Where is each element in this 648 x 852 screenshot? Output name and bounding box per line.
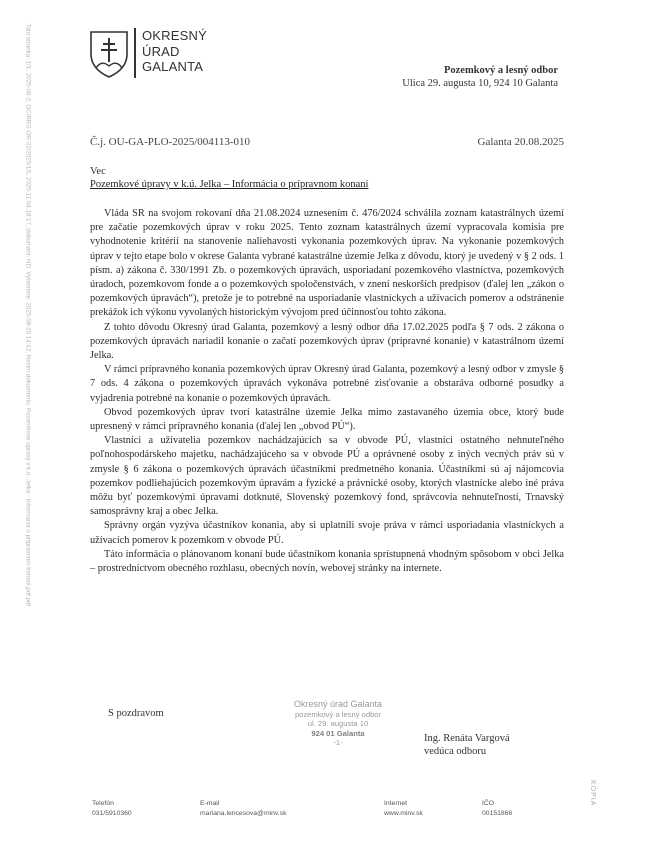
closing-greeting: S pozdravom bbox=[108, 708, 164, 719]
letter-subject: Pozemkové úpravy v k.ú. Jelka – Informácia o prípravnom konaní bbox=[90, 179, 369, 190]
footer-email bbox=[200, 799, 286, 819]
paragraph: Obvod pozemkových úprav tvorí katastrálne územie Jelka mimo zastavaného územia obce, ktorý bude upresnený v rámci prípravného konania (ďalej len „obvod PÚ“). bbox=[90, 406, 564, 433]
footer-phone-value: 031/5910360 bbox=[92, 810, 132, 817]
footer-web-value: www.minv.sk bbox=[384, 810, 423, 817]
stamp-line: -1- bbox=[333, 738, 343, 747]
logo-divider bbox=[134, 28, 136, 78]
office-line-1: OKRESNÝ bbox=[142, 28, 207, 43]
footer-ico-value: 00151866 bbox=[482, 810, 513, 817]
stamp-line: Okresný úrad Galanta bbox=[293, 699, 383, 709]
footer-web-label: Internet bbox=[384, 800, 408, 807]
paragraph: Vlastníci a užívatelia pozemkov nachádzajúcich sa v obvode PÚ, vlastníci ostatného nehnuteľného poľnohospodárskeho majetku, nachádzajúceho sa v obvode PÚ a oprávnené osoby z iných vecných práv sú v zmysle § 6 zákona o pozemkových úpravách účastníkmi predmetného konania. Účastníkmi sú aj nájomcovia pozemkov podliehajúcich pozemkovým úpravám a fyzické a právnické osoby, ktorých vlastnícke alebo iné práva môžu byť pozemkovými úpravami dotknuté, Slovenský pozemkový fond, správcovia nehnuteľností, Trnavský samosprávny kraj a obec Jelka. bbox=[90, 435, 564, 518]
footer-phone-label: Telefón bbox=[92, 800, 114, 807]
department-name: Pozemkový a lesný odbor bbox=[443, 65, 558, 76]
vec-label: Vec bbox=[90, 166, 106, 177]
office-stamp bbox=[280, 700, 396, 748]
paragraph: V rámci prípravného konania pozemkových úprav Okresný úrad Galanta, pozemkový a lesný odbor v zmysle § 7 ods. 4 zákona o pozemkových úpravách vykonáva potrebné zisťovanie a obstaráva odborné posudky a vyjadrenia potrebné na konanie o pozemkových úpravách. bbox=[90, 364, 564, 404]
letter-date: Galanta 20.08.2025 bbox=[477, 136, 564, 148]
stamp-line: pozemkový a lesný odbor bbox=[294, 709, 382, 719]
paragraph: Z tohto dôvodu Okresný úrad Galanta, pozemkový a lesný odbor dňa 17.02.2025 podľa § 7 ods. 2 zákona o pozemkových úpravách nariadil konanie o začatí pozemkových úprav (prípravné konanie) v katastrálnom území Jelka. bbox=[90, 321, 564, 362]
department-address: Ulica 29. augusta 10, 924 10 Galanta bbox=[402, 78, 558, 89]
copy-mark: KÓPIA bbox=[589, 780, 596, 807]
letter-body bbox=[90, 207, 564, 576]
footer-web bbox=[384, 799, 423, 819]
footer-ico bbox=[482, 799, 512, 819]
department-block bbox=[402, 64, 558, 90]
office-line-2: ÚRAD bbox=[142, 43, 180, 59]
stamp-line: ul. 29. augusta 10 bbox=[307, 719, 369, 728]
paragraph: Táto informácia o plánovanom konaní bude účastníkom konania sprístupnená vhodným spôsobom v obci Jelka – prostredníctvom obecného rozhlasu, obecných novín, webovej stránky na internete. bbox=[90, 548, 564, 575]
office-logo-text bbox=[142, 28, 207, 75]
office-line-3: GALANTA bbox=[142, 59, 204, 74]
reference-number: Č.j. OU-GA-PLO-2025/004113-010 bbox=[90, 136, 250, 148]
footer-email-value: mariana.lencesova@minv.sk bbox=[200, 810, 287, 817]
footer-email-label: E-mail bbox=[200, 800, 220, 807]
stamp-line: 924 01 Galanta bbox=[311, 728, 365, 738]
footer-ico-label: IČO bbox=[482, 800, 495, 807]
coat-of-arms-logo bbox=[88, 30, 130, 78]
signature-block bbox=[424, 732, 510, 758]
footer-phone bbox=[92, 799, 132, 819]
signatory-role: vedúca odboru bbox=[424, 746, 487, 757]
paragraph: Vláda SR na svojom rokovaní dňa 21.08.2024 uznesením č. 476/2024 schválila zoznam katastrálnych území pre začatie pozemkových úprav v roku 2025. Tento zoznam katastrálnych území vypracovala komisia pre vyhodnotenie kritérií na stanovenie naliehavosti vykonania pozemkových úprav. Na vykonanie pozemkových úprav v tejto etape bolo v okrese Galanta vybrané katastrálne územie Jelka z dôvodu, ktorý je uvedený v § 2 ods. 1 písm. a) zákona č. 330/1991 Zb. o pozemkových úpravách, usporiadaní pozemkového vlastníctva, pozemkových úradoch, pozemkovom fonde a o pozemkových spoločenstvách, v znení neskorších predpisov (ďalej len „zákon o pozemkových úpravách“), pretože je to potrebné na usporiadanie vlastníckych a užívacích pomerov a odstránenie prekážok ich výkonu vyvolaných historickým vývojom pred účinnosťou tohto zákona. bbox=[90, 208, 564, 319]
side-margin-note: Tato stranka: 1/1, 2025-08-2, OC/RRS-OR-32/2025/1S, 2025-11.04.18:17, dokument: ND, Vytvorene: 2025-08-20 14:42, Rezim dokumentu: Pozemkove upravy v k.u. Jelka - Informacia o pripravnom konani.pdf.pdf bbox=[24, 23, 32, 607]
signatory-name: Ing. Renáta Vargová bbox=[424, 733, 510, 744]
paragraph: Správny orgán vyzýva účastníkov konania, aby si uplatnili svoje práva v rámci usporiadania vlastníckych a užívacích pomerov k pozemkom v obvode PÚ. bbox=[90, 520, 564, 546]
